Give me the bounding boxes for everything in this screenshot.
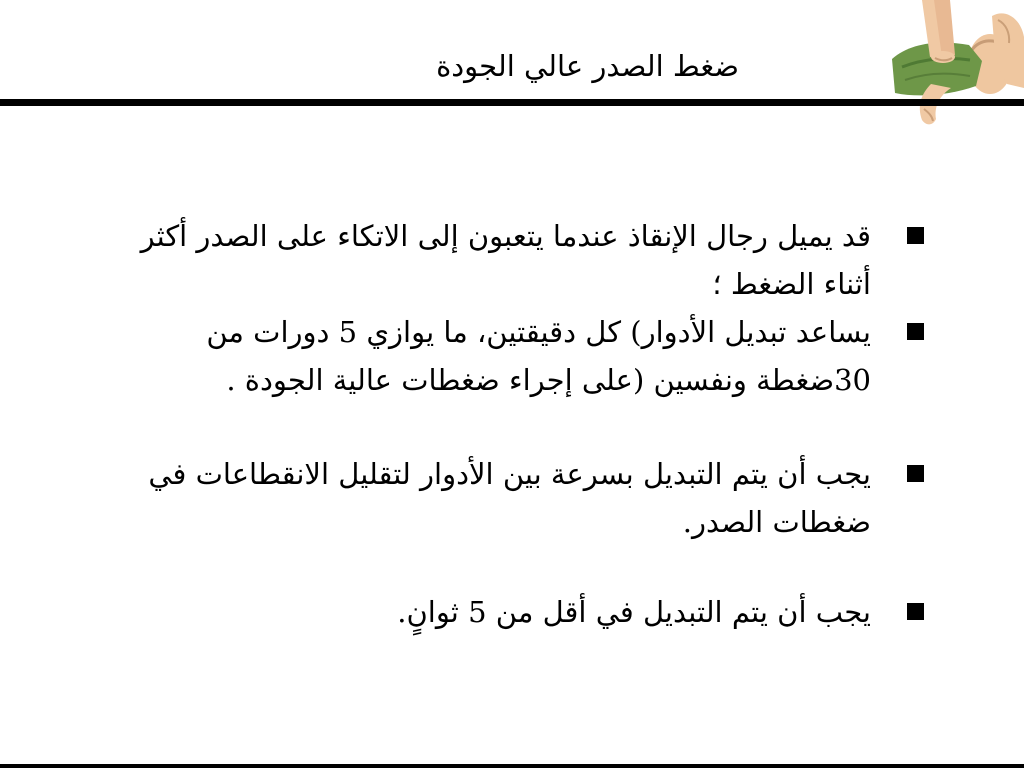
footer-divider [0,764,1024,768]
square-bullet-icon [907,323,924,340]
bullet-list [114,212,924,636]
bullet-item [114,588,924,636]
bullet-text: يساعد تبديل الأدوار) كل دقيقتين، ما يوازي 5 دورات من 30ضغطة ونفسين (على إجراء ضغطات عالية الجودة . [206,315,871,397]
square-bullet-icon [907,227,924,244]
bullet-item [114,212,924,308]
square-bullet-icon [907,603,924,620]
cpr-compression-illustration-icon [883,0,1024,128]
bullet-item [114,450,924,546]
square-bullet-icon [907,465,924,482]
slide-title: ضغط الصدر عالي الجودة [436,49,739,83]
bullet-text: قد يميل رجال الإنقاذ عندما يتعبون إلى الاتكاء على الصدر أكثر أثناء الضغط ؛ [140,219,871,301]
header-divider [0,99,1024,106]
bullet-text: يجب أن يتم التبديل بسرعة بين الأدوار لتقليل الانقطاعات في ضغطات الصدر. [148,457,871,539]
bullet-item [114,308,924,404]
bullet-text: يجب أن يتم التبديل في أقل من 5 ثوانٍ. [397,595,871,629]
